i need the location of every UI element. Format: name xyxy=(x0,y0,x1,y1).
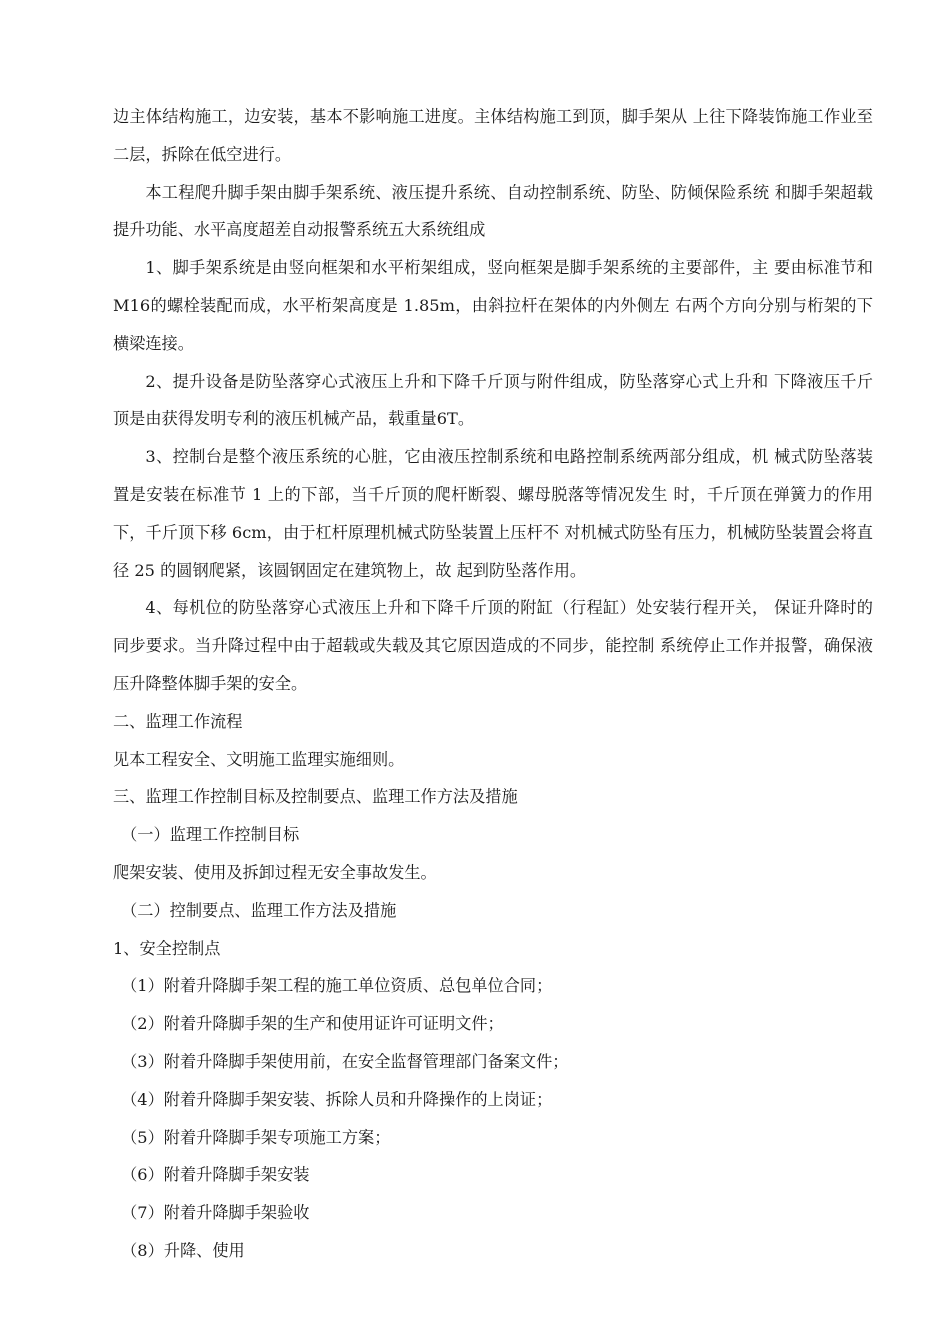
paragraph-lifting-equipment: 2、提升设备是防坠落穿心式液压上升和下降千斤顶与附件组成，防坠落穿心式上升和 下降液压千斤顶是由获得发明专利的液压机械产品，载重量6T。 xyxy=(113,371,873,429)
list-item: （1）附着升降脚手架工程的施工单位资质、总包单位合同； xyxy=(121,976,553,996)
section-heading-targets: 三、监理工作控制目标及控制要点、监理工作方法及措施 xyxy=(113,787,518,807)
list-item: （3）附着升降脚手架使用前，在安全监督管理部门备案文件； xyxy=(121,1051,569,1071)
paragraph-control-console: 3、控制台是整个液压系统的心脏，它由液压控制系统和电路控制系统两部分组成，机 械式防坠落装置是安装在标准节 1 上的下部，当千斤顶的爬杆断裂、螺母脱落等情况发生 时，千斤顶在弹簧力的作用下，千斤顶下移 6cm，由于杠杆原理机械式防坠装置上压杆不 对机械式防坠有压力，机械防坠装置会将直径 25 的圆钢爬紧，该圆钢固定在建筑物上，故 起到防坠落作用。 xyxy=(113,447,873,580)
paragraph-continuation: 边主体结构施工，边安装，基本不影响施工进度。主体结构施工到顶，脚手架从 上往下降装饰施工作业至二层，拆除在低空进行。 xyxy=(113,107,873,164)
subsection-heading-methods: （二）控制要点、监理工作方法及措施 xyxy=(121,900,397,920)
paragraph-system-overview: 本工程爬升脚手架由脚手架系统、液压提升系统、自动控制系统、防坠、防倾保险系统 和脚手架超载提升功能、水平高度超差自动报警系统五大系统组成 xyxy=(113,182,873,240)
subsection-heading-targets: （一）监理工作控制目标 xyxy=(121,825,300,845)
list-item: （4）附着升降脚手架安装、拆除人员和升降操作的上岗证； xyxy=(121,1089,553,1109)
paragraph-scaffold-system: 1、脚手架系统是由竖向框架和水平桁架组成，竖向框架是脚手架系统的主要部件，主 要由标准节和M16的螺栓装配而成，水平桁架高度是 1.85m，由斜拉杆在架体的内外侧左 右两个方向分别与桁架的下横梁连接。 xyxy=(113,258,873,353)
subsection-text-targets: 爬架安装、使用及拆卸过程无安全事故发生。 xyxy=(113,862,437,882)
list-item: （2）附着升降脚手架的生产和使用证许可证明文件； xyxy=(121,1014,504,1034)
section-text-workflow: 见本工程安全、文明施工监理实施细则。 xyxy=(113,749,405,769)
list-item: （8）升降、使用 xyxy=(121,1240,245,1260)
point-heading-safety: 1、安全控制点 xyxy=(113,938,221,958)
paragraph-travel-switch: 4、每机位的防坠落穿心式液压上升和下降千斤顶的附缸（行程缸）处安装行程开关， 保证升降时的同步要求。当升降过程中由于超载或失载及其它原因造成的不同步，能控制 系统停止工作并报警，确保液压升降整体脚手架的安全。 xyxy=(113,598,873,693)
list-item: （7）附着升降脚手架验收 xyxy=(121,1203,310,1223)
section-heading-workflow: 二、监理工作流程 xyxy=(113,711,243,731)
list-item: （6）附着升降脚手架安装 xyxy=(121,1165,310,1185)
list-item: （5）附着升降脚手架专项施工方案； xyxy=(121,1127,391,1147)
document-page xyxy=(113,98,873,1270)
